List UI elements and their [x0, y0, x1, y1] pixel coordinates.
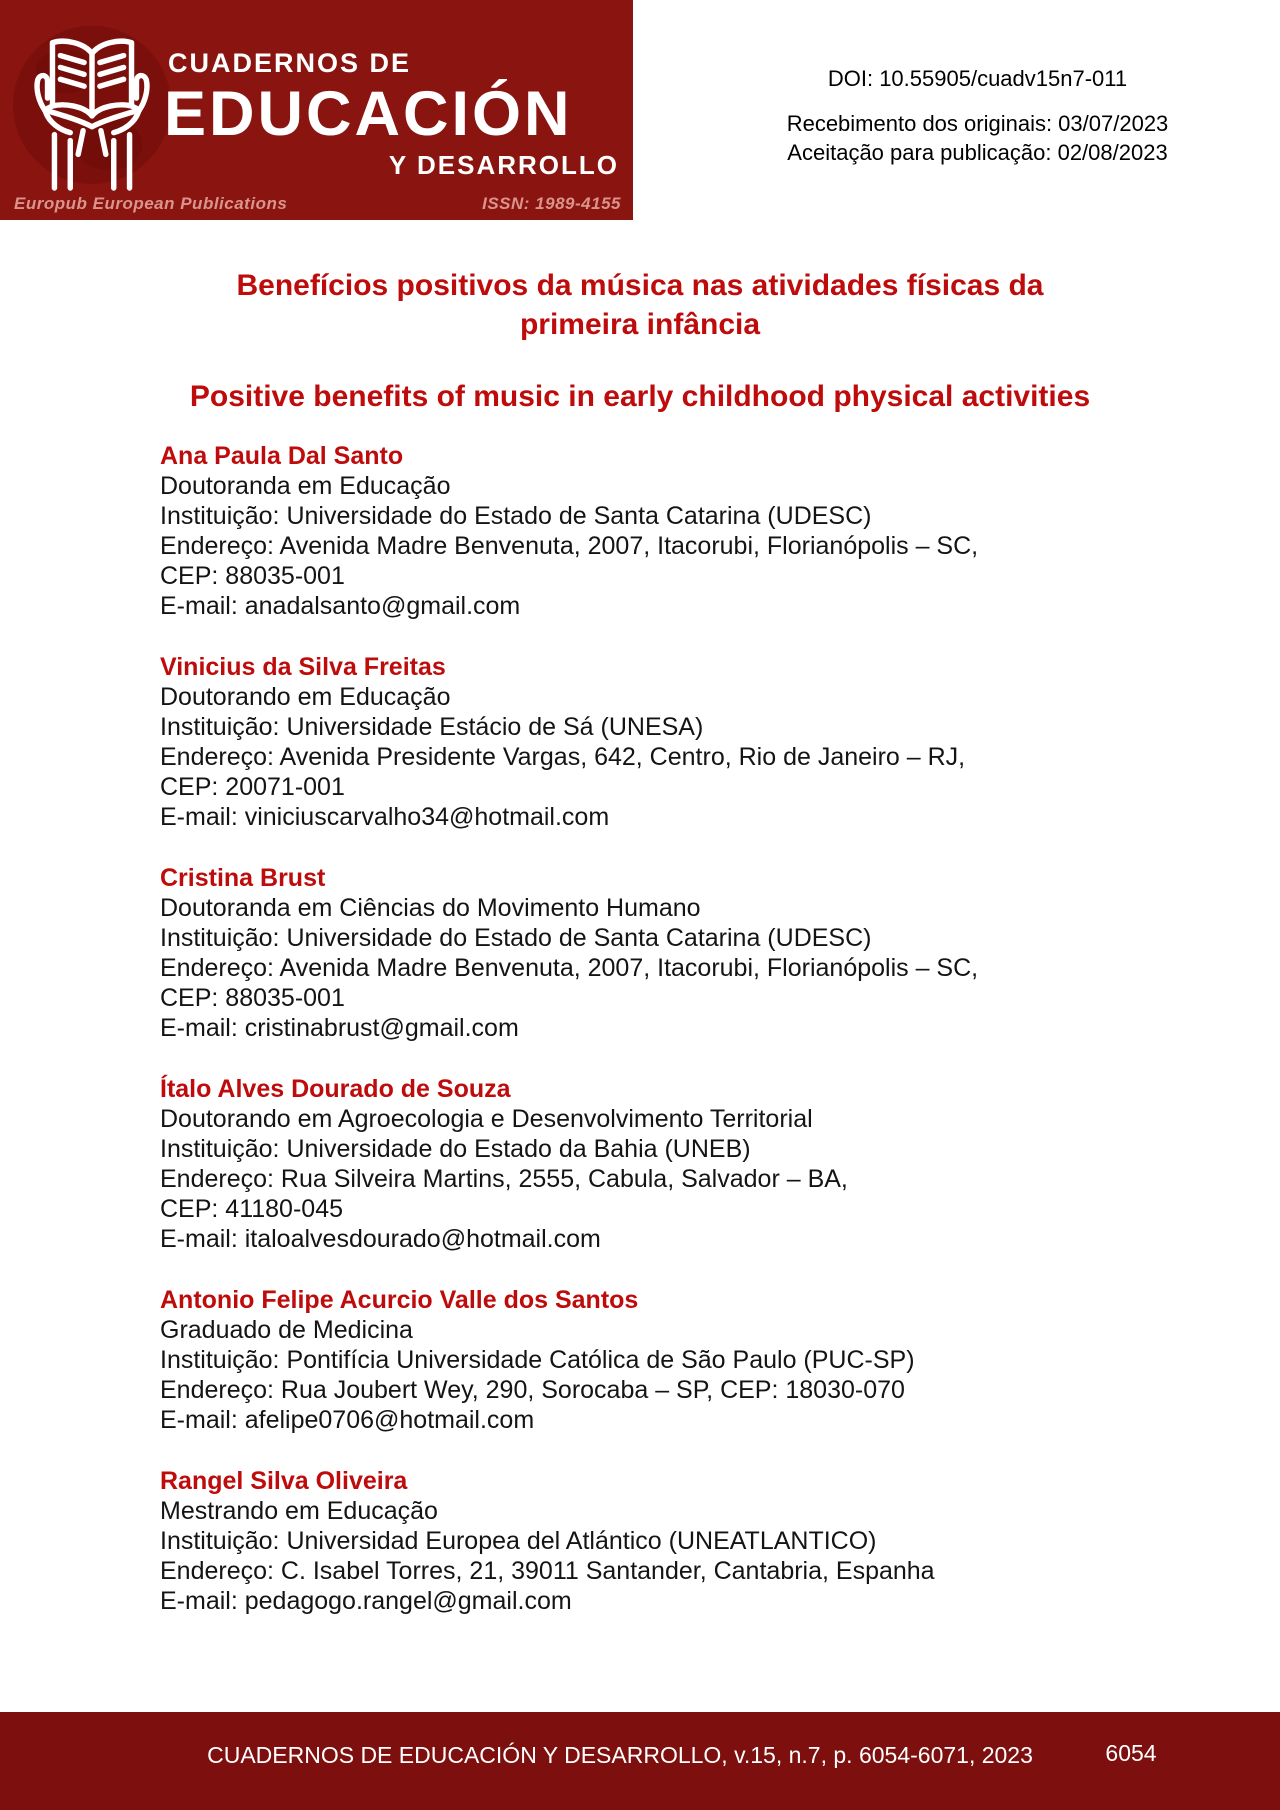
title-portuguese-line1: Benefícios positivos da música nas atividades físicas da: [236, 269, 1044, 302]
author-detail-line: CEP: 88035-001: [160, 984, 345, 1012]
author-detail-line: Endereço: Rua Joubert Wey, 290, Sorocaba – SP, CEP: 18030-070: [160, 1376, 905, 1404]
author-detail-line: E-mail: pedagogo.rangel@gmail.com: [160, 1587, 572, 1615]
issn-label: ISSN: 1989-4155: [482, 194, 621, 213]
author-block: [160, 441, 1160, 621]
author-block: [160, 1466, 1160, 1616]
journal-banner: [0, 0, 633, 220]
author-name: Ítalo Alves Dourado de Souza: [160, 1075, 511, 1103]
banner-bottom-row: [14, 194, 621, 214]
author-detail-line: E-mail: anadalsanto@gmail.com: [160, 592, 521, 620]
authors-list: [160, 441, 1160, 1647]
author-block: [160, 1285, 1160, 1435]
title-portuguese-line2: primeira infância: [519, 308, 761, 341]
author-name: Vinicius da Silva Freitas: [160, 653, 446, 681]
author-detail-line: Endereço: Avenida Madre Benvenuta, 2007, Itacorubi, Florianópolis – SC,: [160, 532, 979, 560]
author-name: Rangel Silva Oliveira: [160, 1467, 408, 1495]
author-name: Ana Paula Dal Santo: [160, 442, 404, 470]
author-detail-line: E-mail: cristinabrust@gmail.com: [160, 1014, 519, 1042]
author-detail-line: Mestrando em Educação: [160, 1497, 438, 1525]
title-english: Positive benefits of music in early childhood physical activities: [189, 380, 1091, 413]
author-block: [160, 652, 1160, 832]
open-book-held-by-hands-icon: [8, 14, 176, 192]
author-block: [160, 1074, 1160, 1254]
author-detail-line: Doutoranda em Ciências do Movimento Humano: [160, 894, 701, 922]
article-meta: [770, 64, 1185, 167]
author-detail-line: Endereço: C. Isabel Torres, 21, 39011 Santander, Cantabria, Espanha: [160, 1557, 935, 1585]
author-detail-line: Instituição: Pontifícia Universidade Católica de São Paulo (PUC-SP): [160, 1346, 915, 1374]
page-footer: [0, 1712, 1280, 1810]
author-name: Cristina Brust: [160, 864, 326, 892]
journal-name-line1: CUADERNOS DE: [168, 48, 412, 78]
author-block: [160, 863, 1160, 1043]
received-date: Recebimento dos originais: 03/07/2023: [786, 111, 1169, 136]
author-detail-line: CEP: 41180-045: [160, 1195, 343, 1223]
page-number: 6054: [1105, 1740, 1157, 1766]
author-detail-line: E-mail: viniciuscarvalho34@hotmail.com: [160, 803, 610, 831]
author-detail-line: Endereço: Avenida Presidente Vargas, 642, Centro, Rio de Janeiro – RJ,: [160, 743, 966, 771]
title-portuguese: [160, 266, 1120, 344]
author-detail-line: Endereço: Avenida Madre Benvenuta, 2007, Itacorubi, Florianópolis – SC,: [160, 954, 979, 982]
author-detail-line: Instituição: Universidade Estácio de Sá (UNESA): [160, 713, 704, 741]
author-detail-line: Endereço: Rua Silveira Martins, 2555, Cabula, Salvador – BA,: [160, 1165, 848, 1193]
footer-citation: CUADERNOS DE EDUCACIÓN Y DESARROLLO, v.15, n.7, p. 6054-6071, 2023: [207, 1742, 1033, 1768]
author-detail-line: Instituição: Universidad Europea del Atlántico (UNEATLANTICO): [160, 1527, 877, 1555]
author-name: Antonio Felipe Acurcio Valle dos Santos: [160, 1286, 639, 1314]
journal-name-line2: EDUCACIÓN: [164, 79, 573, 149]
author-detail-line: Graduado de Medicina: [160, 1316, 413, 1344]
author-detail-line: Doutoranda em Educação: [160, 472, 451, 500]
author-detail-line: Doutorando em Educação: [160, 683, 451, 711]
author-detail-line: Instituição: Universidade do Estado de Santa Catarina (UDESC): [160, 924, 872, 952]
author-detail-line: Doutorando em Agroecologia e Desenvolvimento Territorial: [160, 1105, 813, 1133]
publisher-name: Europub European Publications: [14, 194, 288, 213]
author-detail-line: E-mail: italoalvesdourado@hotmail.com: [160, 1225, 601, 1253]
author-detail-line: E-mail: afelipe0706@hotmail.com: [160, 1406, 535, 1434]
author-detail-line: Instituição: Universidade do Estado da Bahia (UNEB): [160, 1135, 751, 1163]
author-detail-line: Instituição: Universidade do Estado de Santa Catarina (UDESC): [160, 502, 872, 530]
accepted-date: Aceitação para publicação: 02/08/2023: [787, 140, 1168, 165]
journal-name-line3: Y DESARROLLO: [388, 150, 619, 180]
doi-label: DOI: 10.55905/cuadv15n7-011: [827, 66, 1128, 91]
author-detail-line: CEP: 20071-001: [160, 773, 345, 801]
author-detail-line: CEP: 88035-001: [160, 562, 345, 590]
